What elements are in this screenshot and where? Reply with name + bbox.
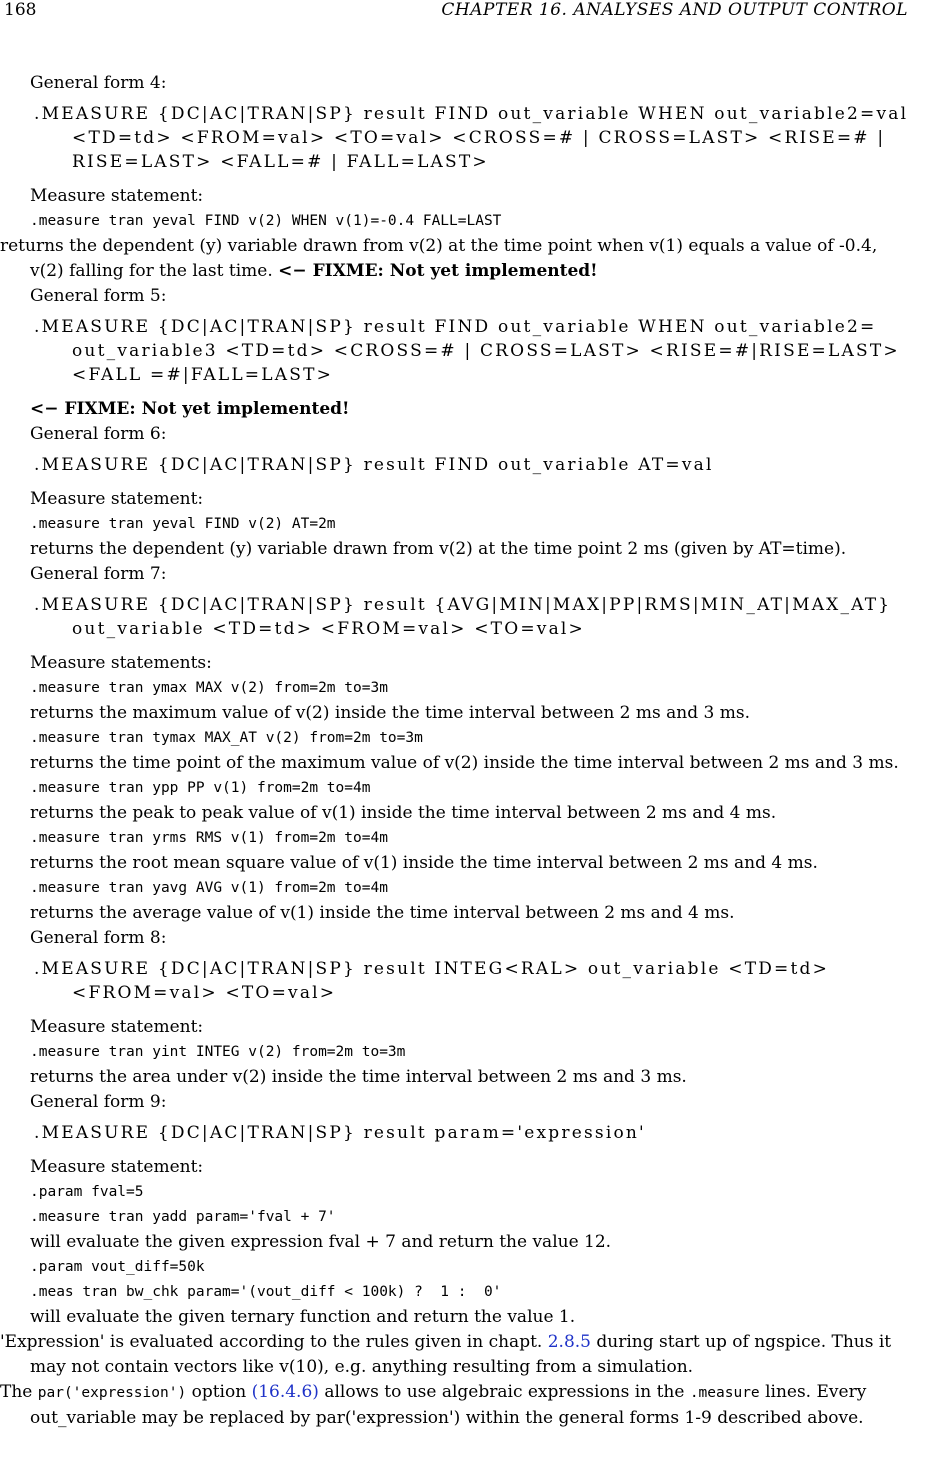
general-form-8-title: General form 8: xyxy=(30,928,167,948)
inline-code: .measure xyxy=(689,1385,760,1401)
general-form-6-title: General form 6: xyxy=(30,424,167,444)
description-paragraph: will evaluate the given ternary function and return the value 1. xyxy=(30,1307,576,1327)
description-paragraph: returns the maximum value of v(2) inside the time interval between 2 ms and 3 ms. xyxy=(30,703,750,723)
page-body xyxy=(0,71,930,1431)
general-form-9-syntax: .MEASURE {DC|AC|TRAN|SP} result param='expression' xyxy=(34,1123,646,1143)
fixme-note: <− FIXME: Not yet implemented! xyxy=(278,261,598,281)
measure-statement-label: Measure statement: xyxy=(30,1157,204,1177)
page-number: 168 xyxy=(4,0,37,20)
general-form-5-syntax: .MEASURE {DC|AC|TRAN|SP} result FIND out_variable WHEN out_variable2= out_variable3 <TD=td> <CROSS=# | CROSS=LAST> <RISE=#|RISE=LAST> <FALL =#|FALL=LAST> xyxy=(34,317,900,385)
chapter-link[interactable]: 2.8.5 xyxy=(547,1332,591,1352)
general-form-7-title: General form 7: xyxy=(30,564,167,584)
code-line: .measure tran yrms RMS v(1) from=2m to=4m xyxy=(30,830,388,846)
general-form-8-syntax: .MEASURE {DC|AC|TRAN|SP} result INTEG<RAL> out_variable <TD=td> <FROM=val> <TO=val> xyxy=(34,959,830,1003)
code-line: .measure tran ypp PP v(1) from=2m to=4m xyxy=(30,780,371,796)
code-line: .measure tran tymax MAX_AT v(2) from=2m to=3m xyxy=(30,730,423,746)
code-line: .measure tran yint INTEG v(2) from=2m to=3m xyxy=(30,1044,406,1060)
code-line: .measure tran ymax MAX v(2) from=2m to=3m xyxy=(30,680,388,696)
description-paragraph: returns the average value of v(1) inside the time interval between 2 ms and 4 ms. xyxy=(30,903,735,923)
code-line: .measure tran yeval FIND v(2) AT=2m xyxy=(30,516,336,532)
general-form-4-title: General form 4: xyxy=(30,73,167,93)
measure-statement-label: Measure statement: xyxy=(30,1017,204,1037)
code-line: .param fval=5 xyxy=(30,1184,144,1200)
description-paragraph: returns the area under v(2) inside the time interval between 2 ms and 3 ms. xyxy=(30,1067,687,1087)
description-paragraph: will evaluate the given expression fval + 7 and return the value 12. xyxy=(30,1232,612,1252)
general-form-7-syntax: .MEASURE {DC|AC|TRAN|SP} result {AVG|MIN|MAX|PP|RMS|MIN_AT|MAX_AT} out_variable <TD=td> <FROM=val> <TO=val> xyxy=(34,595,892,639)
inline-code: par('expression') xyxy=(37,1385,187,1401)
fixme-note: <− FIXME: Not yet implemented! xyxy=(30,399,350,419)
page-header xyxy=(4,0,908,20)
description-paragraph: returns the peak to peak value of v(1) inside the time interval between 2 ms and 4 ms. xyxy=(30,803,777,823)
description-paragraph: returns the root mean square value of v(1) inside the time interval between 2 ms and 4 ms. xyxy=(30,853,818,873)
code-line: .measure tran yavg AVG v(1) from=2m to=4m xyxy=(30,880,388,896)
section-link[interactable]: (16.4.6) xyxy=(251,1382,319,1402)
chapter-title: CHAPTER 16. ANALYSES AND OUTPUT CONTROL xyxy=(441,0,908,20)
code-line: .meas tran bw_chk param='(vout_diff < 100k) ? 1 : 0' xyxy=(30,1284,502,1300)
general-form-9-title: General form 9: xyxy=(30,1092,167,1112)
measure-statement-label: Measure statement: xyxy=(30,489,204,509)
measure-statement-label: Measure statement: xyxy=(30,186,204,206)
general-form-5-title: General form 5: xyxy=(30,286,167,306)
measure-statement-label: Measure statements: xyxy=(30,653,212,673)
general-form-6-syntax: .MEASURE {DC|AC|TRAN|SP} result FIND out_variable AT=val xyxy=(34,455,714,475)
description-paragraph: returns the time point of the maximum value of v(2) inside the time interval between 2 ms and 3 ms. xyxy=(30,753,899,773)
description-paragraph: returns the dependent (y) variable drawn from v(2) at the time point when v(1) equals a value of -0.4, v(2) falling for the last time. <− FIXME: Not yet implemented! xyxy=(0,236,878,281)
expression-paragraph: 'Expression' is evaluated according to the rules given in chapt. 2.8.5 during start up of ngspice. Thus it may not contain vectors like v(10), e.g. anything resulting from a simulation. xyxy=(0,1332,892,1377)
description-paragraph: returns the dependent (y) variable drawn from v(2) at the time point 2 ms (given by AT=time). xyxy=(30,539,847,559)
code-line: .param vout_diff=50k xyxy=(30,1259,205,1275)
code-line: .measure tran yadd param='fval + 7' xyxy=(30,1209,336,1225)
code-line: .measure tran yeval FIND v(2) WHEN v(1)=-0.4 FALL=LAST xyxy=(30,213,502,229)
general-form-4-syntax: .MEASURE {DC|AC|TRAN|SP} result FIND out_variable WHEN out_variable2=val <TD=td> <FROM=val> <TO=val> <CROSS=# | CROSS=LAST> <RISE=# | RISE=LAST> <FALL=# | FALL=LAST> xyxy=(34,104,909,172)
par-expression-paragraph: The par('expression') option (16.4.6) allows to use algebraic expressions in the .measure lines. Every out_variable may be replaced by par('expression') within the general forms 1-9 described above. xyxy=(0,1382,867,1428)
